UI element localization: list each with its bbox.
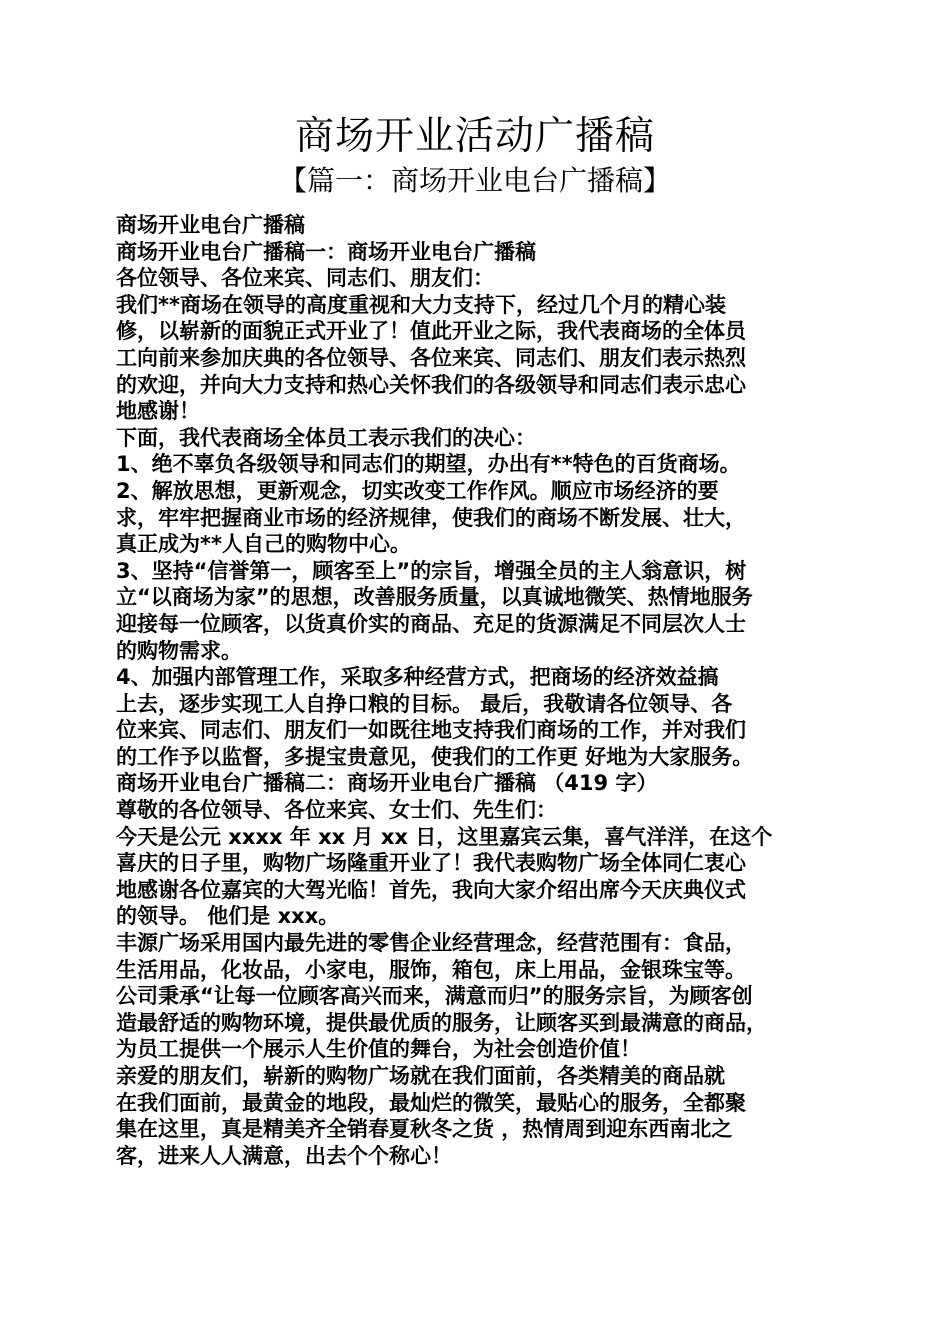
document-subtitle: 【篇一：商场开业电台广播稿】 xyxy=(278,164,671,197)
body-line: 商场开业电台广播稿一：商场开业电台广播稿 xyxy=(116,239,536,264)
body-line: 3、坚持“信誉第一，顾客至上”的宗旨，增强全员的主人翁意识，树 xyxy=(116,558,747,583)
body-line: 的购物需求。 xyxy=(116,638,242,663)
body-line: 集在这里，真是精美齐全销春夏秋冬之货 ，热情周到迎东西南北之 xyxy=(116,1117,733,1142)
body-line: 2、解放思想，更新观念，切实改变工作作风。顺应市场经济的要 xyxy=(116,478,719,503)
body-line: 的领导。 他们是 xxx。 xyxy=(116,904,340,929)
document-title: 商场开业活动广播稿 xyxy=(294,114,655,159)
body-line: 上去，逐步实现工人自挣口粮的目标。 最后，我敬请各位领导、各 xyxy=(116,691,733,716)
body-line: 下面，我代表商场全体员工表示我们的决心： xyxy=(116,425,536,450)
body-line: 求，牢牢把握商业市场的经济规律，使我们的商场不断发展、壮大， xyxy=(116,505,746,530)
body-line: 喜庆的日子里，购物广场隆重开业了！我代表购物广场全体同仁衷心 xyxy=(116,851,746,876)
body-line: 商场开业电台广播稿二：商场开业电台广播稿 （419 字） xyxy=(116,771,658,796)
document-body xyxy=(116,212,844,1169)
body-line: 位来宾、同志们、朋友们一如既往地支持我们商场的工作，并对我们 xyxy=(116,718,746,743)
body-line: 今天是公元 xxxx 年 xx 月 xx 日，这里嘉宾云集，喜气洋洋，在这个 xyxy=(116,824,773,849)
body-line: 在我们面前，最黄金的地段，最灿烂的微笑，最贴心的服务，全都聚 xyxy=(116,1090,746,1115)
body-line: 公司秉承“让每一位顾客高兴而来，满意而归”的服务宗旨，为顾客创 xyxy=(116,984,753,1009)
body-line: 各位领导、各位来宾、同志们、朋友们： xyxy=(116,266,494,291)
body-line: 地感谢各位嘉宾的大驾光临！首先，我向大家介绍出席今天庆典仪式 xyxy=(116,877,746,902)
body-line: 4、加强内部管理工作，采取多种经营方式，把商场的经济效益搞 xyxy=(116,665,719,690)
body-line: 工向前来参加庆典的各位领导、各位来宾、同志们、朋友们表示热烈 xyxy=(116,345,746,370)
body-line: 客，进来人人满意，出去个个称心！ xyxy=(116,1143,452,1168)
body-line: 为员工提供一个展示人生价值的舞台，为社会创造价值！ xyxy=(116,1037,641,1062)
body-line: 丰源广场采用国内最先进的零售企业经营理念，经营范围有：食品， xyxy=(116,931,746,956)
body-line: 尊敬的各位领导、各位来宾、女士们、先生们： xyxy=(116,798,557,823)
body-line: 生活用品，化妆品，小家电，服饰，箱包，床上用品，金银珠宝等。 xyxy=(116,957,746,982)
body-line: 我们**商场在领导的高度重视和大力支持下，经过几个月的精心装 xyxy=(116,292,726,317)
body-line: 地感谢！ xyxy=(116,399,200,424)
body-line: 商场开业电台广播稿 xyxy=(116,213,305,237)
body-line: 1、绝不辜负各级领导和同志们的期望，办出有**特色的百货商场。 xyxy=(116,452,741,477)
body-line: 立“以商场为家”的思想，改善服务质量，以真诚地微笑、热情地服务 xyxy=(116,585,753,610)
body-line: 亲爱的朋友们，崭新的购物广场就在我们面前，各类精美的商品就 xyxy=(116,1064,725,1088)
body-line: 修，以崭新的面貌正式开业了！值此开业之际，我代表商场的全体员 xyxy=(116,319,746,344)
body-line: 的欢迎，并向大力支持和热心关怀我们的各级领导和同志们表示忠心 xyxy=(116,372,746,397)
body-line: 的工作予以监督，多提宝贵意见，使我们的工作更 好地为大家服务。 xyxy=(116,744,754,769)
body-line: 造最舒适的购物环境，提供最优质的服务，让顾客买到最满意的商品， xyxy=(116,1010,767,1035)
body-line: 迎接每一位顾客，以货真价实的商品、充足的货源满足不同层次人士 xyxy=(116,611,746,636)
body-line: 真正成为**人自己的购物中心。 xyxy=(116,532,411,557)
